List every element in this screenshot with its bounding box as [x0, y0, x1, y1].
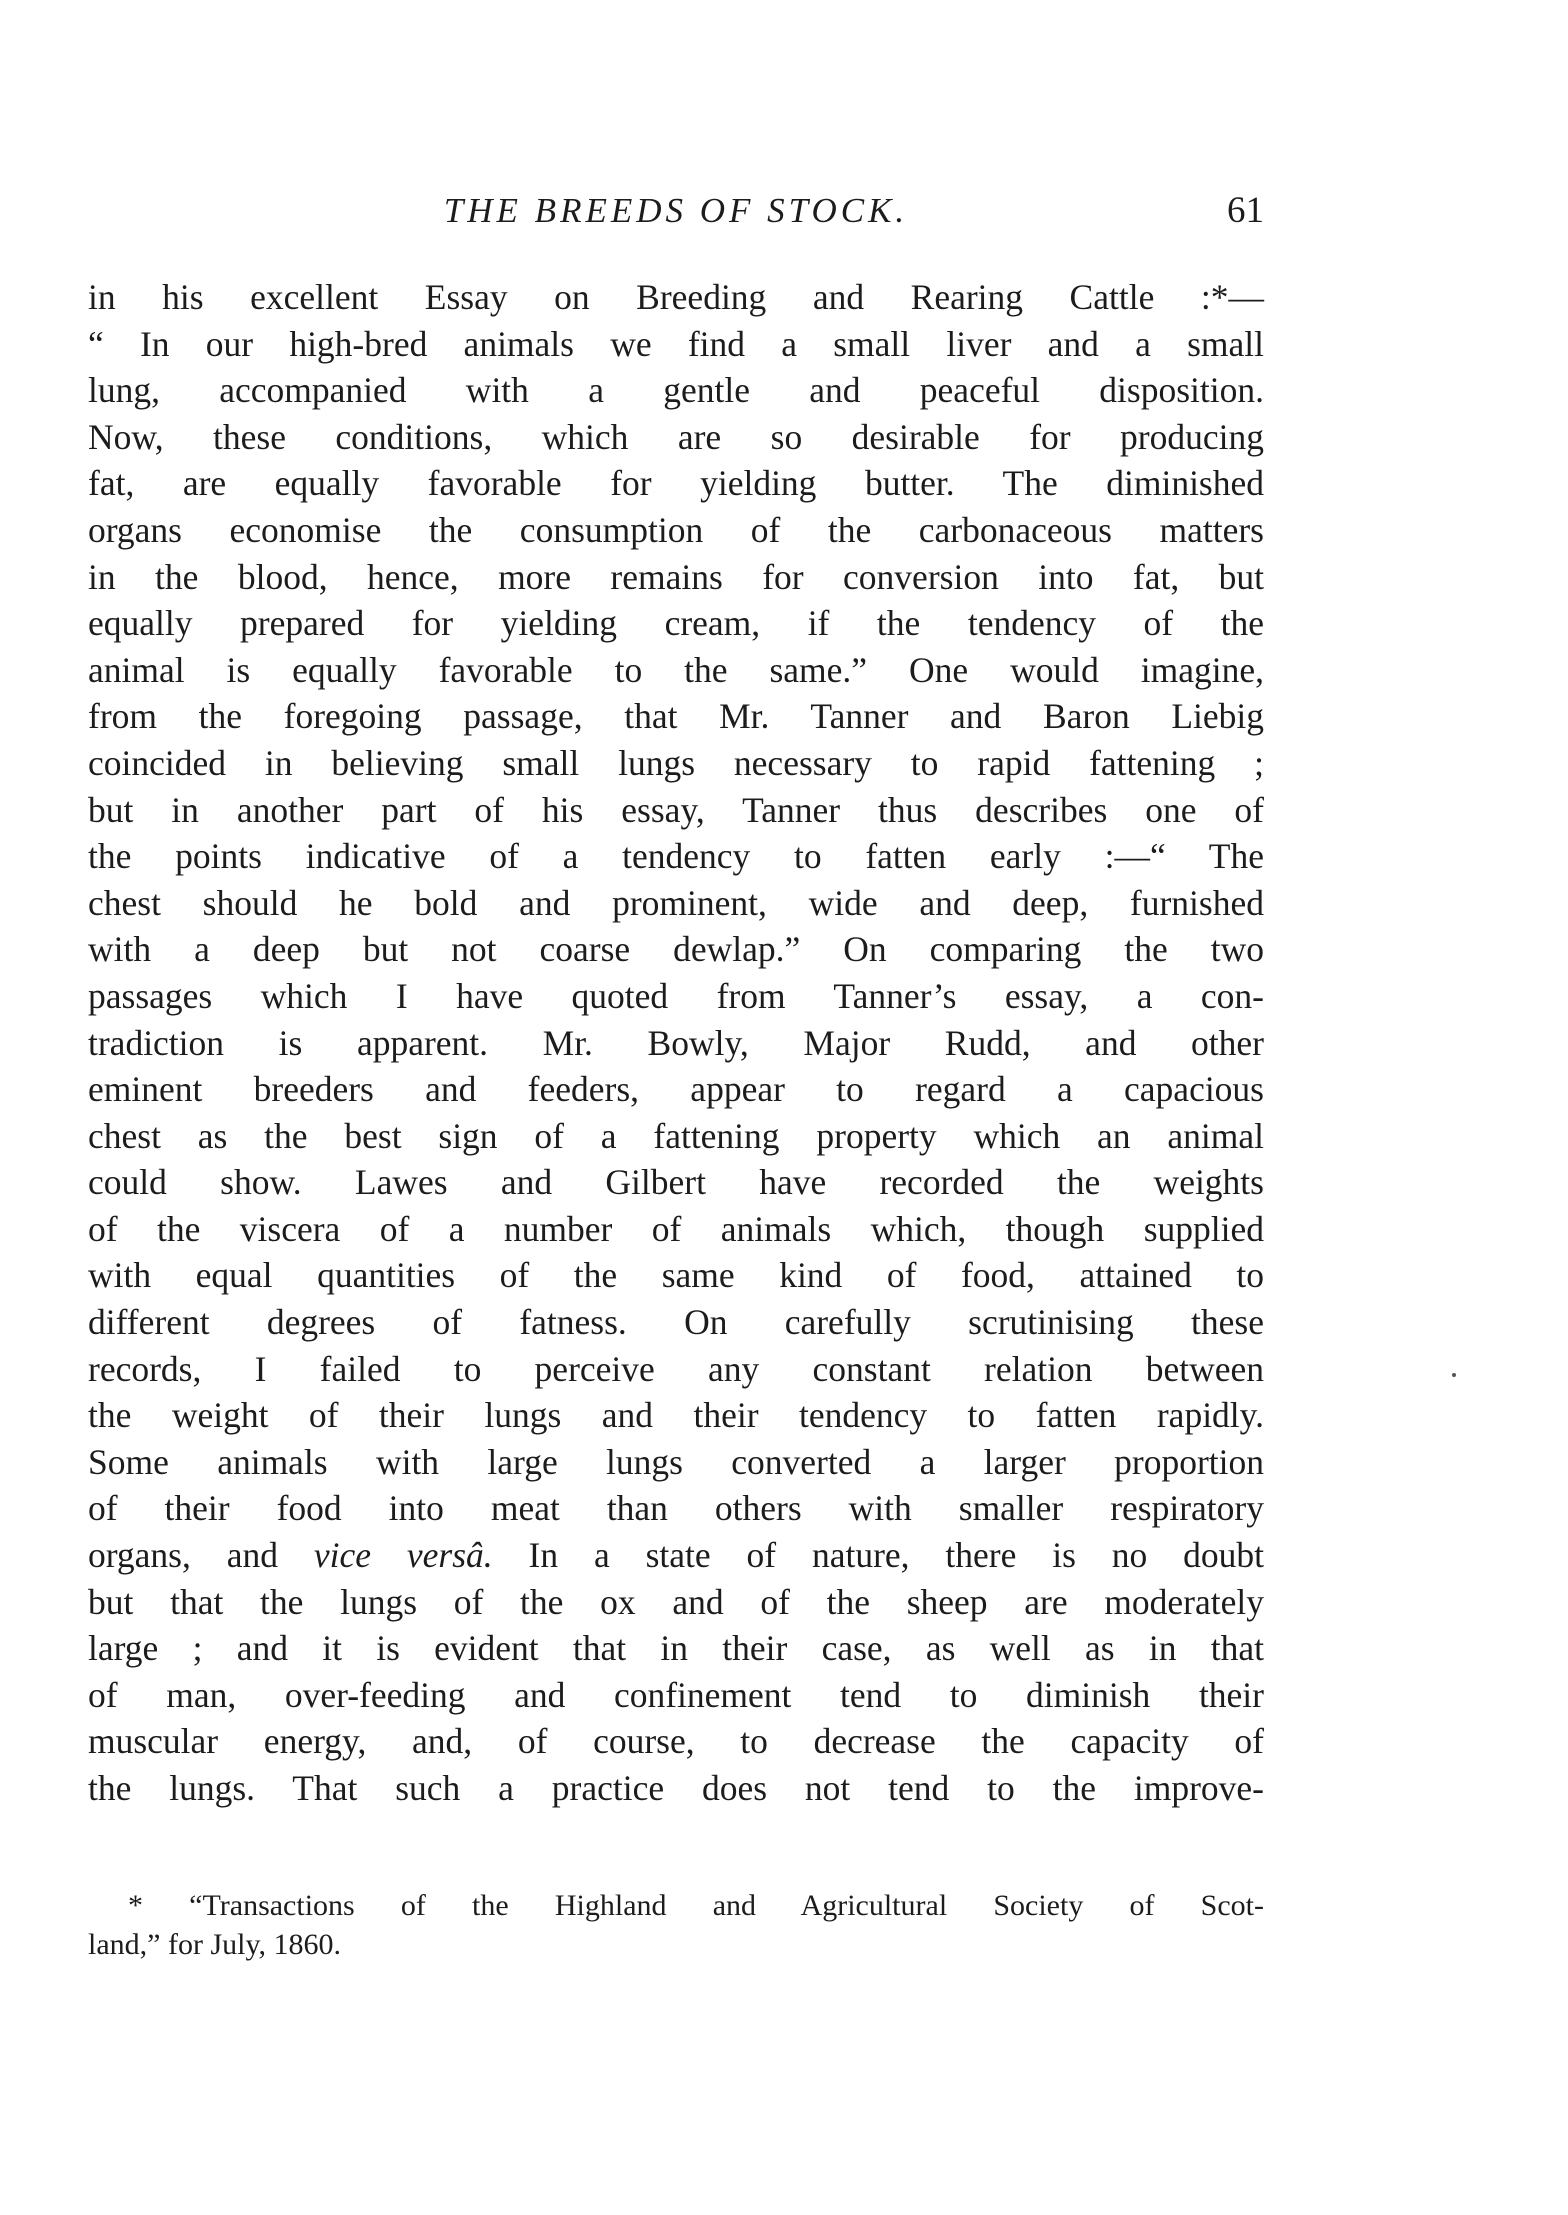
page-number: 61: [1227, 190, 1264, 231]
running-title: THE BREEDS OF STOCK.: [443, 191, 909, 230]
text-line: equally prepared for yielding cream, if the tendency of the: [88, 603, 1264, 644]
text-line: Now, these conditions, which are so desirable for producing: [88, 416, 1264, 457]
text-line: in the blood, hence, more remains for conversion into fat, but: [88, 556, 1264, 597]
text-line: with equal quantities of the same kind of food, attained to: [88, 1255, 1264, 1296]
text-line: but that the lungs of the ox and of the sheep are moderately: [88, 1581, 1264, 1622]
text-line-with-italic: [88, 1532, 1264, 1579]
italic-phrase: vice versâ.: [313, 1535, 493, 1576]
text-line: of their food into meat than others with smaller respiratory: [88, 1488, 1264, 1529]
text-line: fat, are equally favorable for yielding butter. The diminished: [88, 463, 1264, 504]
text-line: lung, accompanied with a gentle and peaceful disposition.: [88, 370, 1264, 411]
footnote-line: land,” for July, 1860.: [88, 1928, 342, 1961]
text-line: tradiction is apparent. Mr. Bowly, Major Rudd, and other: [88, 1022, 1264, 1063]
footnote: [88, 1886, 1264, 1964]
text-line: large ; and it is evident that in their case, as well as in that: [88, 1628, 1264, 1669]
text-line: the lungs. That such a practice does not tend to the improve-: [88, 1768, 1264, 1808]
text-segment: In a state of nature, there is no doubt: [492, 1535, 1264, 1576]
text-line: chest should he bold and prominent, wide and deep, furnished: [88, 882, 1264, 923]
text-line: coincided in believing small lungs necessary to rapid fattening ;: [88, 742, 1264, 783]
text-line: with a deep but not coarse dewlap.” On comparing the two: [88, 929, 1264, 970]
text-line: “ In our high-bred animals we find a small liver and a small: [88, 323, 1264, 364]
text-line: in his excellent Essay on Breeding and Rearing Cattle :*—: [88, 277, 1264, 317]
text-segment: organs, and: [88, 1535, 314, 1576]
text-line: the points indicative of a tendency to fatten early :—“ The: [88, 836, 1264, 877]
ink-speck: [1452, 1373, 1456, 1377]
text-line: eminent breeders and feeders, appear to regard a capacious: [88, 1069, 1264, 1110]
text-line: different degrees of fatness. On carefully scrutinising these: [88, 1302, 1264, 1343]
text-line: of the viscera of a number of animals which, though supplied: [88, 1208, 1264, 1249]
text-line: muscular energy, and, of course, to decrease the capacity of: [88, 1721, 1264, 1762]
text-line: organs economise the consumption of the carbonaceous matters: [88, 509, 1264, 550]
text-line: records, I failed to perceive any constant relation between: [88, 1348, 1264, 1389]
body-paragraph: [88, 274, 1264, 1812]
footnote-line: * “Transactions of the Highland and Agricultural Society of Scot-: [128, 1889, 1264, 1922]
text-line: Some animals with large lungs converted a larger proportion: [88, 1441, 1264, 1482]
text-line: could show. Lawes and Gilbert have recorded the weights: [88, 1162, 1264, 1203]
running-head: [88, 186, 1264, 236]
text-line: animal is equally favorable to the same.” One would imagine,: [88, 649, 1264, 690]
text-line: but in another part of his essay, Tanner thus describes one of: [88, 789, 1264, 830]
text-line: the weight of their lungs and their tendency to fatten rapidly.: [88, 1395, 1264, 1436]
text-line: passages which I have quoted from Tanner’s essay, a con-: [88, 975, 1264, 1016]
text-line: of man, over-feeding and confinement tend to diminish their: [88, 1674, 1264, 1715]
text-line: chest as the best sign of a fattening property which an animal: [88, 1115, 1264, 1156]
text-line: from the foregoing passage, that Mr. Tanner and Baron Liebig: [88, 696, 1264, 737]
